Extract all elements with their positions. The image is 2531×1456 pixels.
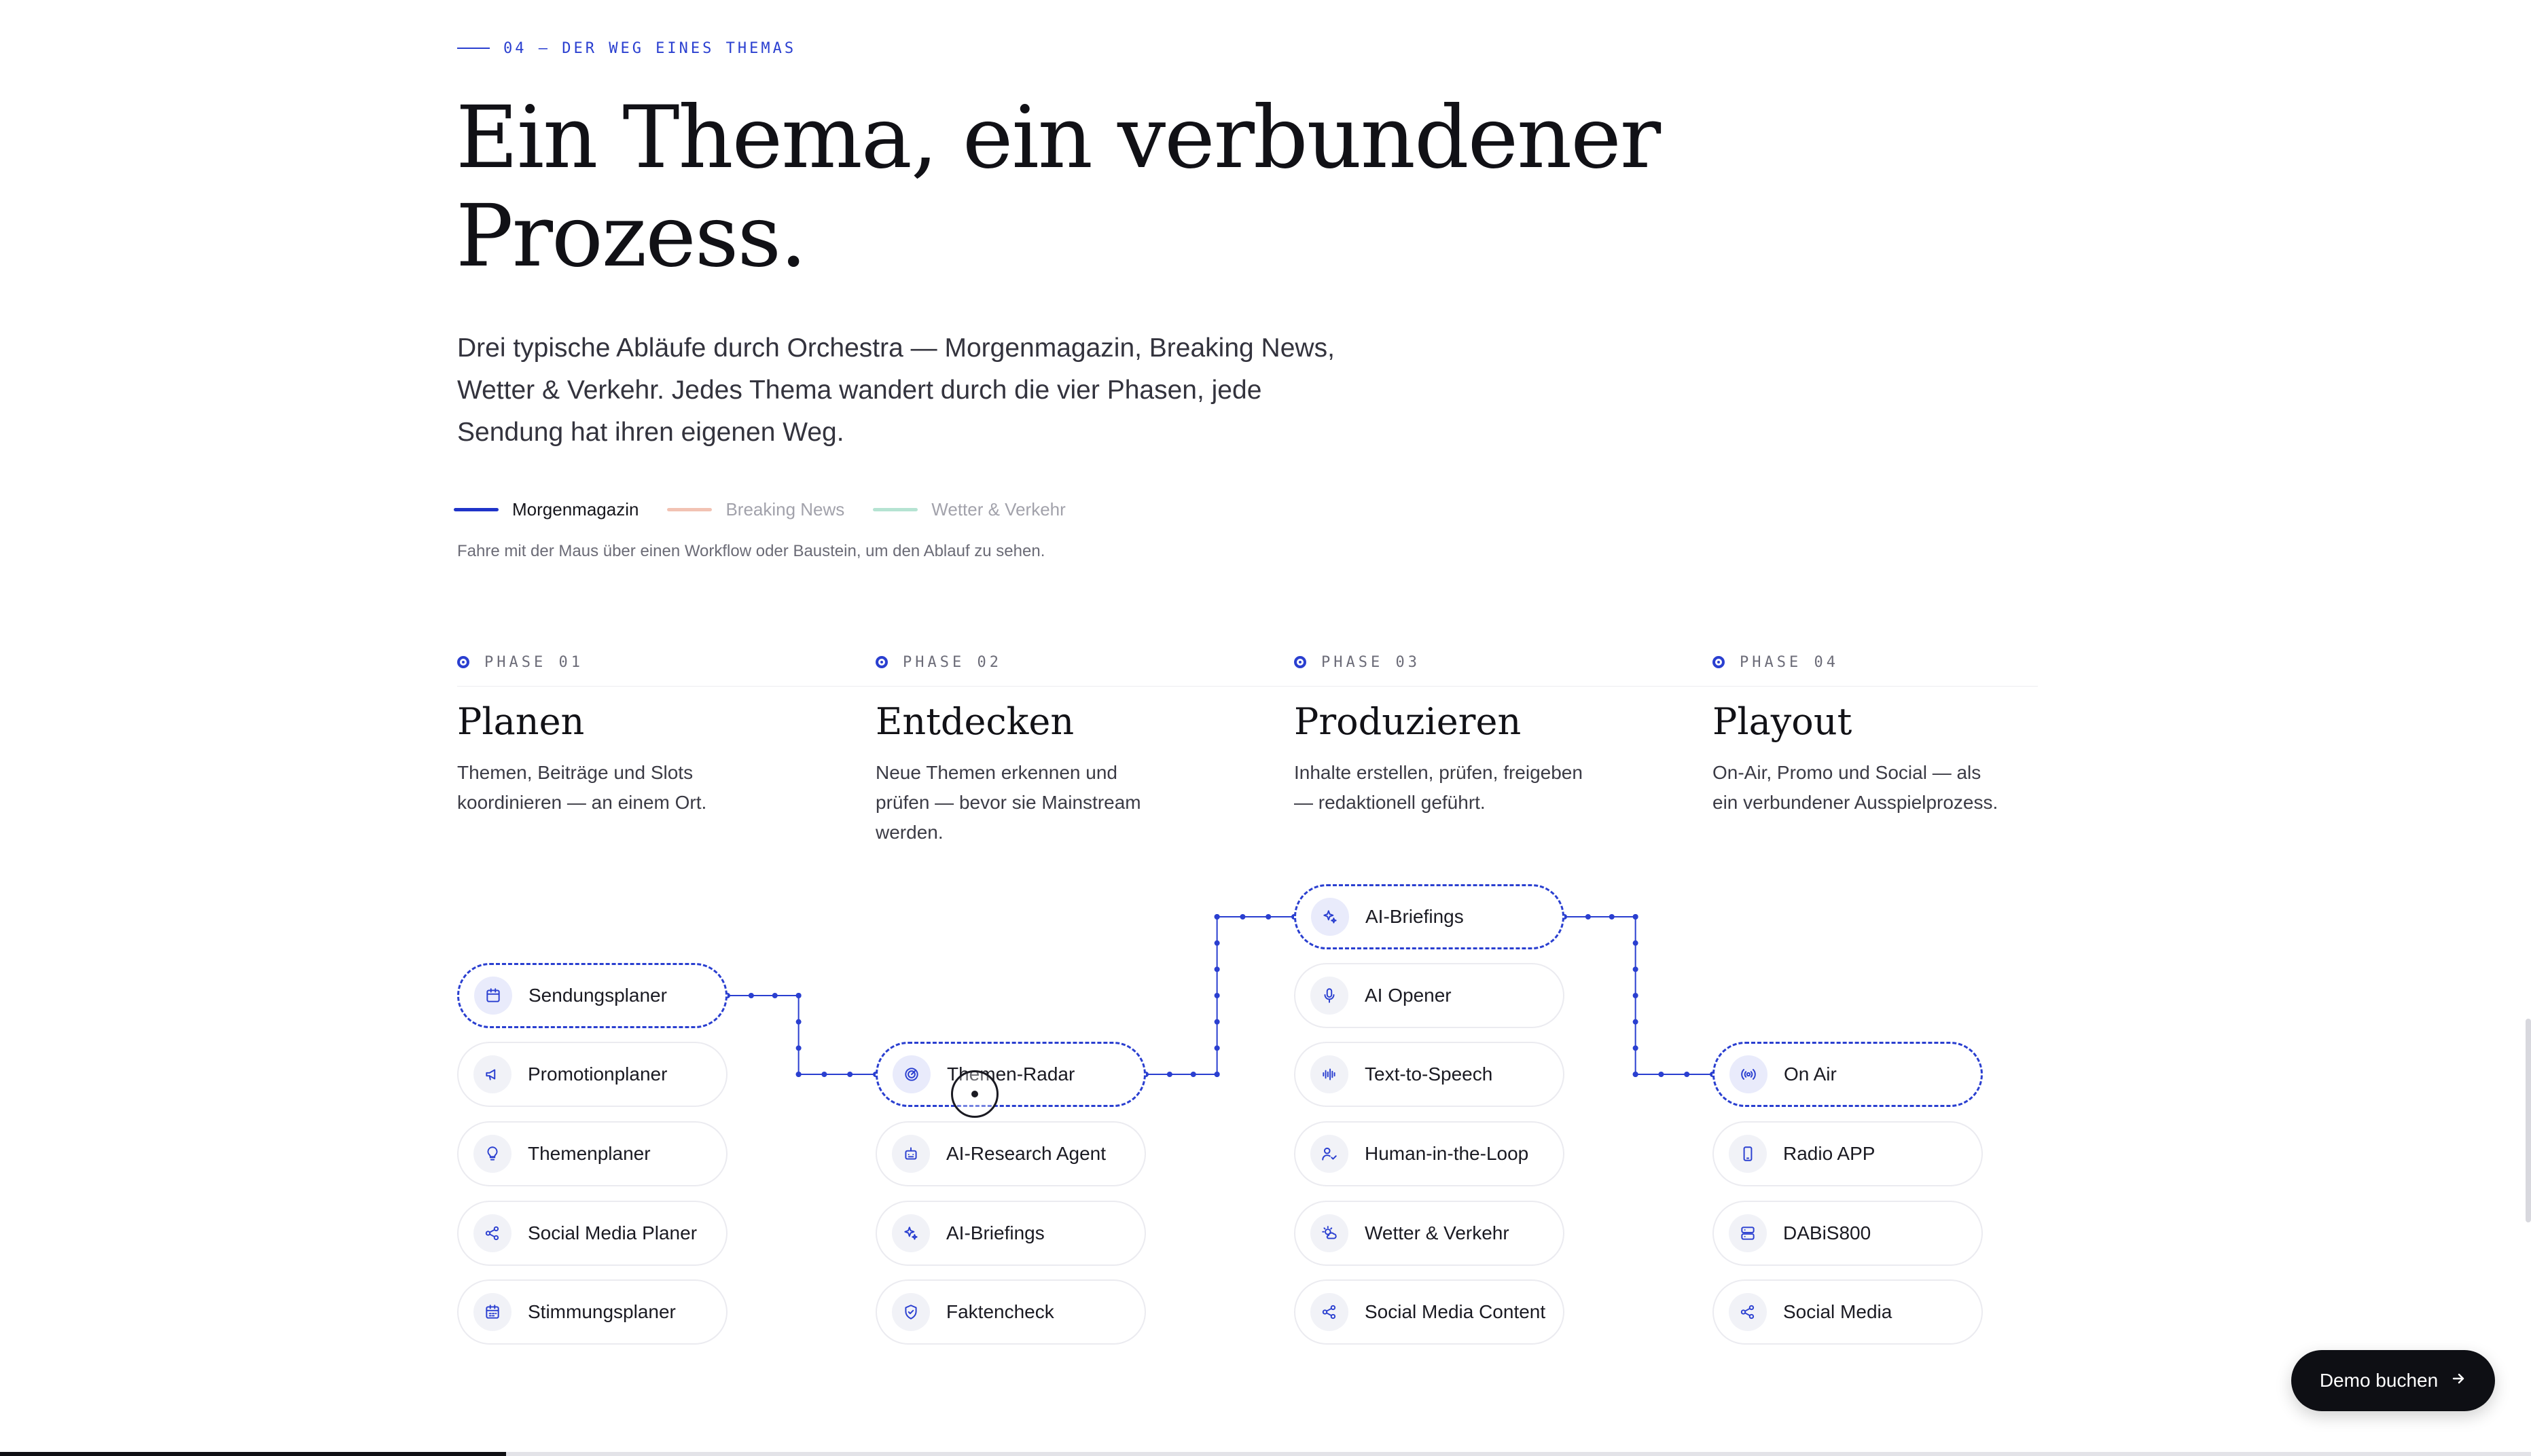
phase-column-1 [457, 649, 810, 818]
workflow-morgenmagazin[interactable] [454, 499, 639, 520]
phase-number: PHASE 02 [903, 653, 1002, 671]
phase-column-3 [1294, 649, 1647, 818]
phase-label [876, 649, 1229, 675]
eyebrow-text: 04 — DER WEG EINES THEMAS [503, 39, 797, 57]
module-text-to-speech[interactable] [1294, 1042, 1564, 1107]
module-radio-app[interactable] [1712, 1121, 1983, 1186]
user-check-icon [1310, 1135, 1348, 1173]
connector-dot [1266, 914, 1271, 920]
connector-segment-1 [728, 996, 876, 1074]
module-ai-briefings[interactable] [1294, 884, 1564, 949]
arrow-right-icon [2450, 1370, 2466, 1391]
demo-button[interactable] [2291, 1350, 2495, 1411]
module-faktencheck[interactable] [876, 1279, 1146, 1345]
module-label: AI-Briefings [946, 1222, 1045, 1243]
module-label: Radio APP [1783, 1143, 1875, 1164]
connector-dot [1215, 1045, 1220, 1051]
workflow-line [667, 508, 712, 511]
connector-dot [1215, 914, 1220, 920]
module-on-air[interactable] [1712, 1042, 1983, 1107]
waveform-icon [1310, 1055, 1348, 1093]
module-label: Themenplaner [528, 1143, 651, 1164]
phase-description: Neue Themen erkennen und prüfen — bevor sie Mainstream werden. [876, 762, 1141, 843]
connector-dot [796, 1019, 802, 1025]
module-label: DABiS800 [1783, 1222, 1871, 1243]
module-promotionplaner[interactable] [457, 1042, 728, 1107]
connector-dot [1609, 914, 1615, 920]
eyebrow-dash [457, 48, 490, 49]
intro-line-3: Sendung hat ihren eigenen Weg. [457, 418, 844, 447]
module-social-media-content[interactable] [1294, 1279, 1564, 1345]
workflow-label: Breaking News [725, 498, 845, 520]
connector-dot [772, 993, 778, 998]
module-label: Themen-Radar [947, 1063, 1075, 1085]
module-label: AI Opener [1365, 985, 1452, 1006]
calendar-icon [474, 977, 512, 1015]
phase-title: Planen [457, 700, 585, 743]
module-label: On Air [1784, 1063, 1837, 1085]
connector-dot [796, 1072, 802, 1077]
megaphone-icon [473, 1055, 511, 1093]
mouse-cursor [951, 1070, 999, 1118]
connector-dot [1633, 1045, 1638, 1051]
workflow-label: Wetter & Verkehr [931, 498, 1066, 520]
connector-dot [1215, 1072, 1220, 1077]
module-label: Promotionplaner [528, 1063, 668, 1085]
section-intro [457, 327, 1408, 454]
connector-dot [1633, 1019, 1638, 1025]
connector-dot [796, 1045, 802, 1051]
connector-dot [1215, 941, 1220, 946]
demo-button-label: Demo buchen [2319, 1370, 2439, 1391]
shield-check-icon [892, 1293, 930, 1331]
scrollbar-thumb[interactable] [2526, 1019, 2531, 1222]
module-ai-opener[interactable] [1294, 963, 1564, 1028]
calendar-grid-icon [473, 1293, 511, 1331]
connector-dot [796, 1072, 802, 1077]
connector-segment-2 [1146, 917, 1294, 1074]
connector-dot [1633, 914, 1638, 920]
module-label: Social Media Planer [528, 1222, 698, 1243]
module-label: Social Media [1783, 1301, 1892, 1322]
radar-icon [893, 1055, 931, 1093]
module-dabis800[interactable] [1712, 1201, 1983, 1266]
module-ai-research-agent[interactable] [876, 1121, 1146, 1186]
connector-dot [847, 1072, 852, 1077]
section-title [456, 88, 1679, 285]
phase-dot-icon [1294, 656, 1306, 668]
workflow-line [873, 508, 918, 511]
phase-column-2 [876, 649, 1229, 848]
connector-dot [749, 993, 754, 998]
module-themen-radar[interactable] [876, 1042, 1146, 1107]
module-label: Social Media Content [1365, 1301, 1546, 1322]
module-ai-briefings[interactable] [876, 1201, 1146, 1266]
connector-dot [796, 993, 802, 998]
server-icon [1729, 1214, 1767, 1252]
phase-title: Playout [1712, 700, 1852, 743]
connector-dot [796, 993, 802, 998]
sparkles-icon [892, 1214, 930, 1252]
share-icon [1310, 1293, 1348, 1331]
smartphone-icon [1729, 1135, 1767, 1173]
phase-description: Inhalte erstellen, prüfen, freigeben — redaktionell geführt. [1294, 762, 1583, 813]
section-title-line-1: Ein Thema, ein verbundener [456, 88, 1660, 187]
module-human-in-the-loop[interactable] [1294, 1121, 1564, 1186]
connector-dot [1167, 1072, 1172, 1077]
hover-hint: Fahre mit der Maus über einen Workflow oder Baustein, um den Ablauf zu sehen. [457, 542, 1045, 560]
connector-dot [1658, 1072, 1664, 1077]
workflow-label: Morgenmagazin [512, 498, 639, 520]
module-label: Text-to-Speech [1365, 1063, 1493, 1085]
phase-dot-icon [457, 656, 469, 668]
workflow-breaking-news[interactable] [667, 499, 844, 520]
connector-dot [1215, 993, 1220, 998]
section-title-line-2: Prozess. [456, 186, 806, 286]
workflow-line [454, 508, 499, 511]
module-sendungsplaner[interactable] [457, 963, 728, 1028]
connector-dot [1633, 993, 1638, 998]
module-label: Stimmungsplaner [528, 1301, 676, 1322]
weather-icon [1310, 1214, 1348, 1252]
connector-dot [1215, 1072, 1220, 1077]
share-icon [473, 1214, 511, 1252]
share-icon [1729, 1293, 1767, 1331]
module-label: Faktencheck [946, 1301, 1054, 1322]
connector-segment-3 [1564, 917, 1712, 1074]
broadcast-icon [1729, 1055, 1767, 1093]
phase-label [1712, 649, 2066, 675]
module-themenplaner[interactable] [457, 1121, 728, 1186]
phase-dot-icon [876, 656, 888, 668]
phase-title: Entdecken [876, 700, 1075, 743]
connector-dot [1240, 914, 1245, 920]
phase-dot-icon [1712, 656, 1725, 668]
phase-description: On-Air, Promo und Social — als ein verbundener Ausspielprozess. [1712, 762, 1998, 813]
module-label: Sendungsplaner [528, 985, 667, 1006]
phase-number: PHASE 03 [1321, 653, 1420, 671]
microphone-icon [1310, 977, 1348, 1015]
connector-dot [821, 1072, 827, 1077]
module-social-media[interactable] [1712, 1279, 1983, 1345]
phase-title: Produzieren [1294, 700, 1522, 743]
module-label: Wetter & Verkehr [1365, 1222, 1509, 1243]
connector-dot [1633, 1072, 1638, 1077]
module-label: AI-Briefings [1365, 906, 1464, 927]
connector-dot [1684, 1072, 1689, 1077]
intro-line-1: Drei typische Abläufe durch Orchestra — Morgenmagazin, Breaking News, [457, 333, 1335, 363]
workflow-wetter-verkehr[interactable] [873, 499, 1066, 520]
sparkles-icon [1311, 898, 1349, 936]
robot-icon [892, 1135, 930, 1173]
connector-dot [1633, 1072, 1638, 1077]
phase-label [457, 649, 810, 675]
module-wetter-verkehr[interactable] [1294, 1201, 1564, 1266]
section-eyebrow [457, 38, 796, 58]
phase-number: PHASE 04 [1740, 653, 1839, 671]
phase-label [1294, 649, 1647, 675]
connector-dot [1215, 1019, 1220, 1025]
connector-dot [1215, 914, 1220, 920]
module-social-media-planer[interactable] [457, 1201, 728, 1266]
connector-dot [1633, 941, 1638, 946]
module-stimmungsplaner[interactable] [457, 1279, 728, 1345]
intro-line-2: Wetter & Verkehr. Jedes Thema wandert durch die vier Phasen, jede [457, 376, 1262, 405]
progress-edge [0, 1452, 2531, 1456]
lightbulb-icon [473, 1135, 511, 1173]
phase-description: Themen, Beiträge und Slots koordinieren — an einem Ort. [457, 762, 707, 813]
workflow-legend [454, 496, 1066, 523]
connector-dot [1633, 966, 1638, 972]
connector-dot [1633, 914, 1638, 920]
connector-dot [1215, 966, 1220, 972]
module-label: AI-Research Agent [946, 1143, 1107, 1164]
connector-dot [1585, 914, 1591, 920]
connector-dot [1191, 1072, 1196, 1077]
phase-column-4 [1712, 649, 2066, 818]
module-label: Human-in-the-Loop [1365, 1143, 1529, 1164]
phase-number: PHASE 01 [484, 653, 584, 671]
